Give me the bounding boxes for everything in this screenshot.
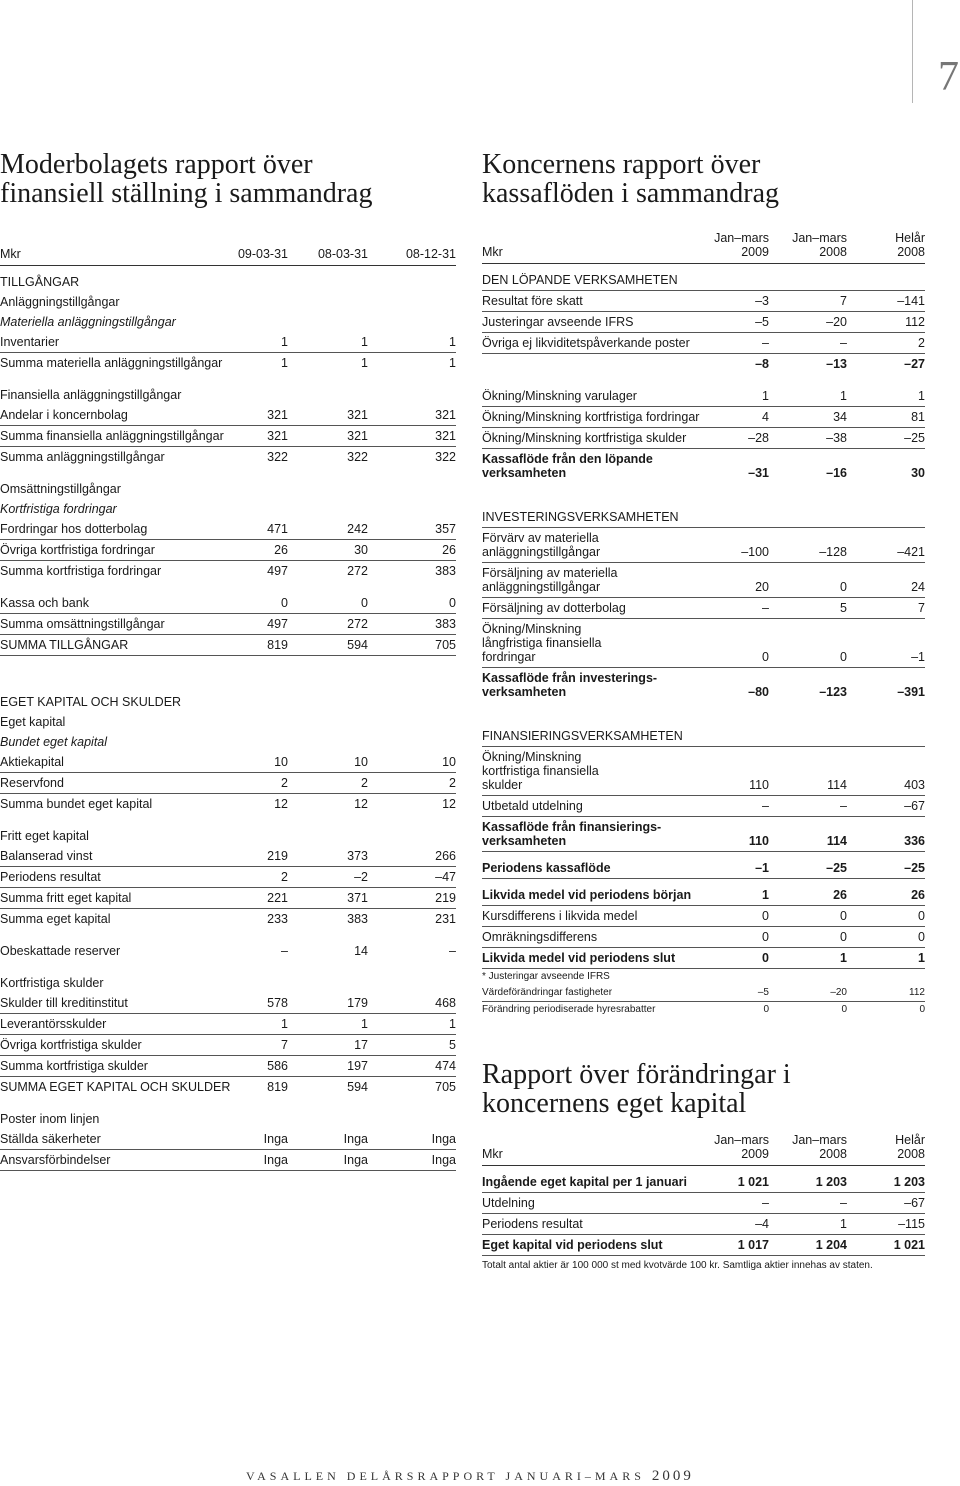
table-row: Kassaflöde från den löpande verksamheten –31 –16 30: [482, 452, 925, 480]
table-row: Kassaflöde från finansierings- verksamheten 110 114 336: [482, 817, 925, 852]
table-row: Försäljning av dotterbolag – 5 7: [482, 598, 925, 619]
page-number: 7: [938, 54, 959, 100]
table-row: Fritt eget kapital: [0, 829, 89, 843]
table-row: Fordringar hos dotterbolag 471 242 357: [0, 519, 456, 540]
table-row: –8 –13 –27: [755, 357, 925, 371]
balance-sheet-title: Moderbolagets rapport över finansiell ställning i sammandrag: [0, 149, 373, 209]
table-row: Summa bundet eget kapital 12 12 12: [0, 797, 456, 811]
table-row: Ökning/Minskning långfristiga finansiella fordringar 0 0 –1: [482, 619, 925, 668]
table-row: DEN LÖPANDE VERKSAMHETEN: [482, 270, 925, 291]
cashflow-title: Koncernens rapport över kassaflöden i sammandrag: [482, 149, 780, 209]
table-row: Förvärv av materiella anläggningstillgångar –100 –128 –421: [482, 528, 925, 563]
table-row: Ökning/Minskning varulager 1 1 1: [482, 386, 925, 407]
balance-sheet-section: [0, 150, 456, 1171]
table-row: Aktiekapital 10 10 10: [0, 752, 456, 773]
page-footer: VASALLEN DELÅRSRAPPORT JANUARI–MARS 2009: [246, 1468, 694, 1484]
table-row: Kursdifferens i likvida medel 0 0 0: [482, 906, 925, 927]
table-row: Summa anläggningstillgångar 322 322 322: [0, 450, 456, 464]
table-row: Ansvarsförbindelser Inga Inga Inga: [0, 1150, 456, 1171]
table-row: Övriga ej likviditetspåverkande poster – – 2: [482, 333, 925, 354]
table-row: Eget kapital vid periodens slut 1 017 1 204 1 021: [482, 1235, 925, 1256]
equity-title: Rapport över förändringar i koncernens eget kapital: [482, 1059, 791, 1119]
table-row: INVESTERINGSVERKSAMHETEN: [482, 507, 925, 528]
table-row: Ökning/Minskning kortfristiga finansiella skulder 110 114 403: [482, 747, 925, 796]
table-row: Materiella anläggningstillgångar: [0, 315, 176, 329]
equity-note: Totalt antal aktier är 100 000 st med kvotvärde 100 kr. Samtliga aktier innehas av staten.: [482, 1260, 873, 1271]
table-row: Ingående eget kapital per 1 januari 1 021 1 203 1 203: [482, 1172, 925, 1193]
table-row: Summa materiella anläggningstillgångar 1 1 1: [0, 356, 456, 370]
table-header-row: Mkr Jan–mars 2009 Jan–mars 2008 Helår 2008: [482, 228, 925, 264]
table-row: Andelar i koncernbolag 321 321 321: [0, 405, 456, 426]
table-row: Periodens resultat 2 –2 –47: [0, 867, 456, 888]
table-row: Kassaflöde från investerings- verksamheten –80 –123 –391: [482, 671, 925, 699]
table-row: Summa kortfristiga skulder 586 197 474: [0, 1056, 456, 1077]
table-row: Summa finansiella anläggningstillgångar 321 321 321: [0, 426, 456, 447]
table-row: Summa omsättningstillgångar 497 272 383: [0, 614, 456, 635]
table-row: Förändring periodiserade hyresrabatter 0 0 0: [482, 1004, 925, 1015]
table-row: Eget kapital: [0, 715, 66, 729]
table-row: SUMMA TILLGÅNGAR 819 594 705: [0, 635, 456, 656]
table-row: Summa eget kapital 233 383 231: [0, 912, 456, 926]
table-row: Kortfristiga fordringar: [0, 502, 117, 516]
table-header-row: Mkr 09-03-31 08-03-31 08-12-31: [0, 244, 456, 266]
table-row: Försäljning av materiella anläggningstillgångar 20 0 24: [482, 563, 925, 598]
footnote-title-row: * Justeringar avseende IFRS: [482, 971, 610, 982]
table-row: Utdelning – – –67: [482, 1193, 925, 1214]
table-row: Justeringar avseende IFRS –5 –20 112: [482, 312, 925, 333]
table-row: EGET KAPITAL OCH SKULDER: [0, 695, 182, 709]
table-row: Värdeförändringar fastigheter –5 –20 112: [482, 985, 925, 1002]
table-row: Kortfristiga skulder: [0, 976, 104, 990]
table-row: Övriga kortfristiga fordringar 26 30 26: [0, 540, 456, 561]
balance-sheet-table: [0, 244, 456, 1171]
table-row: Utbetald utdelning – – –67: [482, 796, 925, 817]
table-row: Anläggningstillgångar: [0, 295, 120, 309]
table-row: Ökning/Minskning kortfristiga fordringar 4 34 81: [482, 407, 925, 428]
table-row: Leverantörsskulder 1 1 1: [0, 1014, 456, 1035]
table-row: TILLGÅNGAR: [0, 275, 80, 289]
table-row: Kassa och bank 0 0 0: [0, 593, 456, 614]
table-row: Övriga kortfristiga skulder 7 17 5: [0, 1035, 456, 1056]
table-row: Poster inom linjen: [0, 1112, 100, 1126]
table-row: Likvida medel vid periodens början 1 26 26: [482, 885, 925, 906]
table-row: SUMMA EGET KAPITAL OCH SKULDER 819 594 705: [0, 1080, 456, 1094]
table-row: Resultat före skatt –3 7 –141: [482, 291, 925, 312]
table-row: Balanserad vinst 219 373 266: [0, 846, 456, 867]
table-row: Ställda säkerheter Inga Inga Inga: [0, 1129, 456, 1150]
equity-table: [482, 1130, 925, 1256]
table-row: Summa kortfristiga fordringar 497 272 383: [0, 564, 456, 578]
cashflow-section: [482, 150, 925, 1271]
table-row: Omsättningstillgångar: [0, 482, 121, 496]
page-number-box: [912, 0, 960, 103]
table-row: FINANSIERINGSVERKSAMHETEN: [482, 726, 925, 747]
table-row: Inventarier 1 1 1: [0, 332, 456, 353]
table-row: Likvida medel vid periodens slut 0 1 1: [482, 948, 925, 969]
table-row: Periodens resultat –4 1 –115: [482, 1214, 925, 1235]
table-row: Obeskattade reserver – 14 –: [0, 944, 456, 958]
table-row: Skulder till kreditinstitut 578 179 468: [0, 993, 456, 1014]
table-row: Finansiella anläggningstillgångar: [0, 388, 182, 402]
table-row: Bundet eget kapital: [0, 735, 108, 749]
table-row: Ökning/Minskning kortfristiga skulder –28 –38 –25: [482, 428, 925, 449]
table-header-row: Mkr Jan–mars 2009 Jan–mars 2008 Helår 2008: [482, 1130, 925, 1166]
cashflow-table: [482, 228, 925, 1018]
table-row: Summa fritt eget kapital 221 371 219: [0, 888, 456, 909]
table-row: Periodens kassaflöde –1 –25 –25: [482, 858, 925, 879]
table-row: Reservfond 2 2 2: [0, 773, 456, 794]
table-row: Omräkningsdifferens 0 0 0: [482, 927, 925, 948]
